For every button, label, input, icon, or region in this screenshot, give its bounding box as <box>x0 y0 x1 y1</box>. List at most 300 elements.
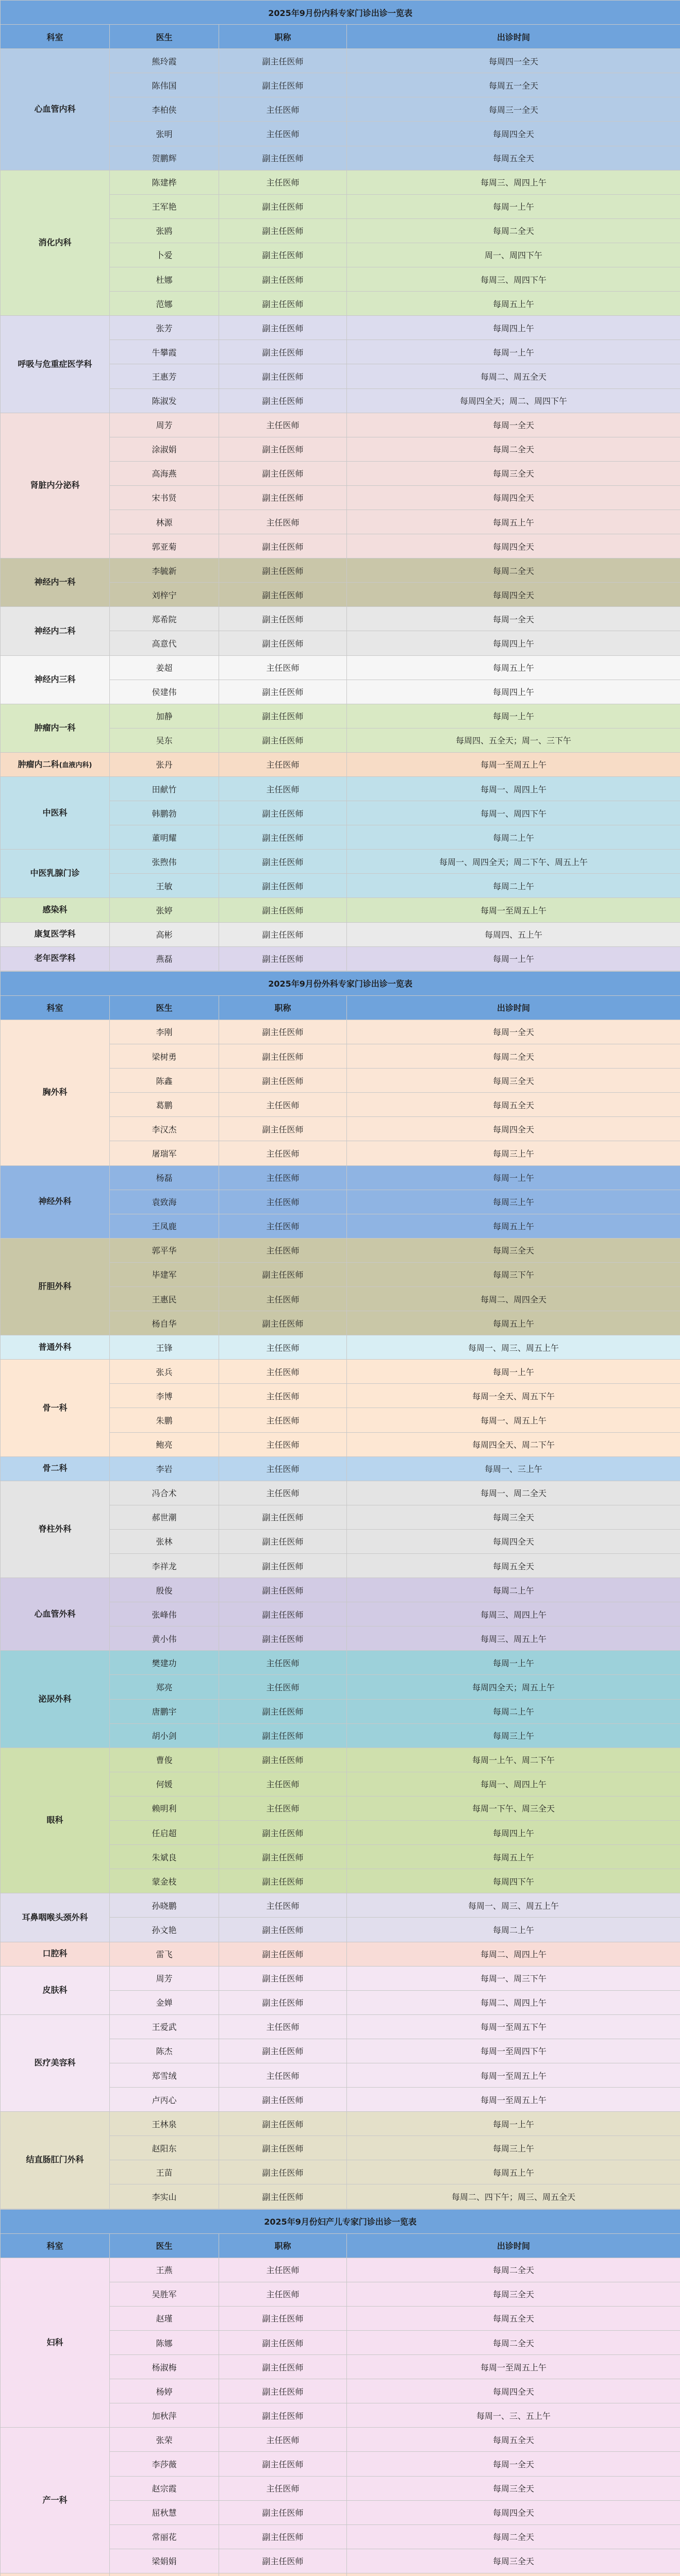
department-name: 肝胆外科 <box>38 1281 72 1292</box>
clinic-time: 每周三上午 <box>347 2136 680 2160</box>
clinic-time: 每周三一全天 <box>347 97 680 122</box>
clinic-time: 每周五上午 <box>347 1214 680 1238</box>
doctor-name: 韩鹏勃 <box>110 801 219 825</box>
doctor-title: 副主任医师 <box>219 946 347 971</box>
clinic-time: 每周四全天 <box>347 583 680 607</box>
clinic-time: 每周一、周三、周五上午 <box>347 1335 680 1360</box>
table-row <box>1 2014 680 2039</box>
clinic-time: 每周五全天 <box>347 2306 680 2330</box>
doctor-title: 副主任医师 <box>219 680 347 704</box>
doctor-title: 副主任医师 <box>219 534 347 558</box>
doctor-title: 主任医师 <box>219 1675 347 1699</box>
table-row <box>1 413 680 437</box>
clinic-time: 每周二、周四上午 <box>347 1942 680 1966</box>
table-title: 2025年9月份妇产儿专家门诊出诊一览表 <box>1 2209 680 2233</box>
department-name: 呼吸与危重症医学科 <box>18 359 92 369</box>
doctor-title: 副主任医师 <box>219 1942 347 1966</box>
doctor-name: 屠瑞军 <box>110 1141 219 1165</box>
doctor-name: 赵瑾 <box>110 2306 219 2330</box>
clinic-time: 每周五上午 <box>347 655 680 680</box>
doctor-title: 副主任医师 <box>219 2379 347 2403</box>
doctor-title: 主任医师 <box>219 2476 347 2500</box>
doctor-name: 田献竹 <box>110 777 219 801</box>
doctor-title: 副主任医师 <box>219 2088 347 2112</box>
table-row <box>1 1165 680 1190</box>
clinic-time: 每周二上午 <box>347 874 680 898</box>
column-header: 出诊时间 <box>347 995 680 1020</box>
doctor-title: 副主任医师 <box>219 631 347 655</box>
clinic-time: 每周一上午 <box>347 1360 680 1384</box>
table-row <box>1 170 680 194</box>
clinic-time: 每周三上午 <box>347 1190 680 1214</box>
clinic-time: 每周一、周三下午 <box>347 1966 680 1990</box>
clinic-time: 每周一、周四上午 <box>347 1772 680 1796</box>
column-header: 职称 <box>219 2233 347 2258</box>
doctor-title: 主任医师 <box>219 1481 347 1505</box>
doctor-title: 主任医师 <box>219 2258 347 2282</box>
doctor-title: 副主任医师 <box>219 1869 347 1893</box>
department-cell <box>1 49 110 170</box>
clinic-time: 每周一、三上午 <box>347 1456 680 1481</box>
table-row <box>1 704 680 728</box>
clinic-time: 每周三、周四下午 <box>347 267 680 292</box>
doctor-name: 高意代 <box>110 631 219 655</box>
doctor-name: 何媛 <box>110 1772 219 1796</box>
clinic-time: 每周五上午 <box>347 292 680 316</box>
schedule-table <box>0 2209 680 2576</box>
department-name: 心血管外科 <box>34 1608 76 1619</box>
table-row <box>1 1456 680 1481</box>
table-row <box>1 2112 680 2136</box>
clinic-time: 每周一、周四全天；周二下午、周五上午 <box>347 850 680 874</box>
clinic-time: 每周三上午 <box>347 1141 680 1165</box>
department-cell <box>1 1651 110 1748</box>
doctor-name: 周芳 <box>110 1966 219 1990</box>
table-row <box>1 49 680 73</box>
doctor-title: 副主任医师 <box>219 1505 347 1529</box>
doctor-title: 主任医师 <box>219 2428 347 2452</box>
clinic-time: 每周四一全天 <box>347 49 680 73</box>
table-row <box>1 2573 680 2576</box>
doctor-title: 主任医师 <box>219 1432 347 1456</box>
department-cell <box>1 170 110 316</box>
doctor-name: 郑希院 <box>110 607 219 631</box>
doctor-name: 赵阳东 <box>110 2136 219 2160</box>
doctor-title: 主任医师 <box>219 413 347 437</box>
doctor-title: 副主任医师 <box>219 1602 347 1626</box>
doctor-title: 副主任医师 <box>219 316 347 340</box>
doctor-name: 刘梓宁 <box>110 583 219 607</box>
doctor-title: 副主任医师 <box>219 1262 347 1286</box>
clinic-time: 每周一、周四上午 <box>347 777 680 801</box>
doctor-name: 李实山 <box>110 2184 219 2209</box>
doctor-title: 副主任医师 <box>219 2184 347 2209</box>
table-row <box>1 1481 680 1505</box>
schedule-table <box>0 0 680 971</box>
clinic-time: 每周一上午、周二下午 <box>347 1748 680 1772</box>
clinic-time: 每周五上午 <box>347 1845 680 1869</box>
clinic-time: 每周二全天 <box>347 2258 680 2282</box>
department-name: 中医科 <box>42 807 68 818</box>
column-header: 医生 <box>110 2233 219 2258</box>
doctor-title: 副主任医师 <box>219 340 347 364</box>
doctor-name: 燕磊 <box>110 946 219 971</box>
doctor-title: 副主任医师 <box>219 194 347 218</box>
clinic-time: 每周一全天 <box>347 413 680 437</box>
doctor-title: 主任医师 <box>219 1360 347 1384</box>
doctor-title: 主任医师 <box>219 1408 347 1432</box>
clinic-time: 每周一全天 <box>347 1020 680 1044</box>
clinic-time: 每周二、周四上午 <box>347 1990 680 2014</box>
doctor-title: 副主任医师 <box>219 850 347 874</box>
clinic-time: 每周三全天 <box>347 2549 680 2573</box>
department-name: 脊柱外科 <box>38 1524 72 1534</box>
doctor-name: 赖明利 <box>110 1796 219 1820</box>
table-row <box>1 655 680 680</box>
doctor-name: 林源 <box>110 510 219 534</box>
doctor-name: 郭亚菊 <box>110 534 219 558</box>
table-row <box>1 558 680 583</box>
doctor-title: 主任医师 <box>219 1190 347 1214</box>
doctor-name: 吴胜军 <box>110 2282 219 2306</box>
clinic-time: 每周三全天 <box>347 1069 680 1093</box>
department-cell <box>1 1238 110 1335</box>
doctor-title: 主任医师 <box>219 1286 347 1311</box>
doctor-name: 王惠民 <box>110 1286 219 1311</box>
doctor-name: 冯合术 <box>110 1481 219 1505</box>
doctor-name: 张林 <box>110 1529 219 1553</box>
department-cell <box>1 704 110 752</box>
doctor-title: 副主任医师 <box>219 485 347 510</box>
table-row <box>1 1651 680 1675</box>
doctor-name: 李博 <box>110 1384 219 1408</box>
department-name: 结直肠肛门外科 <box>26 2155 84 2165</box>
clinic-time: 每周四全天；周五上午 <box>347 1675 680 1699</box>
doctor-title: 副主任医师 <box>219 2549 347 2573</box>
doctor-name: 黄小伟 <box>110 1626 219 1651</box>
clinic-time: 每周三全天 <box>347 2282 680 2306</box>
department-name: 产一科 <box>42 2495 68 2505</box>
doctor-name: 毕建军 <box>110 1262 219 1286</box>
doctor-name: 加秋萍 <box>110 2403 219 2428</box>
column-header: 医生 <box>110 25 219 49</box>
clinic-time: 每周二上午 <box>347 1699 680 1723</box>
doctor-title: 副主任医师 <box>219 267 347 292</box>
clinic-time: 每周一上午 <box>347 1165 680 1190</box>
clinic-time: 每周二上午 <box>347 825 680 850</box>
doctor-title: 副主任医师 <box>219 607 347 631</box>
doctor-name: 范娜 <box>110 292 219 316</box>
doctor-name: 加静 <box>110 704 219 728</box>
doctor-name: 陈建桦 <box>110 170 219 194</box>
doctor-title: 副主任医师 <box>219 728 347 752</box>
department-name: 中医乳腺门诊 <box>30 868 80 878</box>
table-row <box>1 946 680 971</box>
clinic-time: 每周四下午 <box>347 1869 680 1893</box>
table-row <box>1 922 680 946</box>
department-cell <box>1 946 110 971</box>
doctor-title: 副主任医师 <box>219 218 347 243</box>
department-cell <box>1 413 110 558</box>
department-cell <box>1 2258 110 2428</box>
doctor-name: 葛鹏 <box>110 1093 219 1117</box>
department-cell <box>1 1165 110 1238</box>
clinic-time: 每周三、周四上午 <box>347 170 680 194</box>
clinic-time: 每周四全天 <box>347 534 680 558</box>
clinic-time: 每周一上午 <box>347 194 680 218</box>
doctor-title: 主任医师 <box>219 1093 347 1117</box>
column-header: 职称 <box>219 25 347 49</box>
doctor-name: 涂淑娟 <box>110 437 219 461</box>
clinic-time: 每周三全天 <box>347 1238 680 1262</box>
doctor-name: 赵宗霞 <box>110 2476 219 2500</box>
table-row <box>1 2428 680 2452</box>
doctor-name: 卜爱 <box>110 243 219 267</box>
table-row <box>1 316 680 340</box>
doctor-title: 副主任医师 <box>219 1020 347 1044</box>
clinic-time: 每周一至周五上午 <box>347 898 680 922</box>
clinic-time: 每周五一全天 <box>347 73 680 97</box>
clinic-time: 每周五上午 <box>347 1311 680 1335</box>
doctor-name: 王惠芳 <box>110 364 219 388</box>
doctor-title: 副主任医师 <box>219 1918 347 1942</box>
department-cell <box>1 2112 110 2209</box>
doctor-name: 陈鑫 <box>110 1069 219 1093</box>
table-title: 2025年9月份内科专家门诊出诊一览表 <box>1 1 680 25</box>
doctor-name: 张鸥 <box>110 218 219 243</box>
clinic-time: 每周三全天 <box>347 461 680 485</box>
department-name: 感染科 <box>42 905 68 915</box>
doctor-name: 李岩 <box>110 1456 219 1481</box>
clinic-time: 每周二全天 <box>347 218 680 243</box>
doctor-name: 郭平华 <box>110 1238 219 1262</box>
clinic-time: 每周四上午 <box>347 631 680 655</box>
clinic-time: 每周四上午 <box>347 1821 680 1845</box>
department-cell <box>1 655 110 704</box>
clinic-time: 每周二全天 <box>347 2331 680 2355</box>
doctor-name: 张兵 <box>110 1360 219 1384</box>
department-cell <box>1 850 110 898</box>
department-cell <box>1 558 110 607</box>
doctor-title: 主任医师 <box>219 1141 347 1165</box>
doctor-name: 张荣 <box>110 2428 219 2452</box>
doctor-title: 副主任医师 <box>219 1845 347 1869</box>
clinic-time: 每周一、周五上午 <box>347 1408 680 1432</box>
clinic-time: 每周一至周五下午 <box>347 2014 680 2039</box>
doctor-name: 杨自华 <box>110 1311 219 1335</box>
clinic-time: 每周二、四下午；周三、周五全天 <box>347 2184 680 2209</box>
doctor-name: 郑雪绒 <box>110 2063 219 2087</box>
doctor-name: 董明耀 <box>110 825 219 850</box>
doctor-name: 朱斌良 <box>110 1845 219 1869</box>
clinic-time: 每周四全天；周二、周四下午 <box>347 388 680 413</box>
doctor-title: 副主任医师 <box>219 243 347 267</box>
clinic-time: 每周四全天 <box>347 2500 680 2524</box>
doctor-title: 副主任医师 <box>219 73 347 97</box>
doctor-name: 梁树勇 <box>110 1044 219 1069</box>
doctor-name: 周芳 <box>110 413 219 437</box>
clinic-time: 每周四全天 <box>347 1117 680 1141</box>
department-name: 口腔科 <box>42 1948 68 1959</box>
department-cell <box>1 607 110 655</box>
doctor-name: 李柏侠 <box>110 97 219 122</box>
doctor-title: 副主任医师 <box>219 825 347 850</box>
doctor-name: 牛攀霞 <box>110 340 219 364</box>
doctor-name: 王爱武 <box>110 2014 219 2039</box>
clinic-time: 每周二全天 <box>347 2524 680 2549</box>
clinic-time: 每周三全天 <box>347 1505 680 1529</box>
doctor-title: 副主任医师 <box>219 364 347 388</box>
doctor-title: 副主任医师 <box>219 2331 347 2355</box>
doctor-name: 高海燕 <box>110 461 219 485</box>
doctor-title: 副主任医师 <box>219 2355 347 2379</box>
doctor-title: 副主任医师 <box>219 1699 347 1723</box>
doctor-title <box>219 2573 347 2576</box>
clinic-time: 每周一上午 <box>347 1651 680 1675</box>
doctor-name: 李汉杰 <box>110 1117 219 1141</box>
doctor-name: 梁娟娟 <box>110 2549 219 2573</box>
doctor-name: 蒙金枝 <box>110 1869 219 1893</box>
doctor-title: 主任医师 <box>219 2063 347 2087</box>
doctor-title: 主任医师 <box>219 97 347 122</box>
doctor-name: 常丽花 <box>110 2524 219 2549</box>
table-row <box>1 607 680 631</box>
clinic-time: 每周三下午 <box>347 1262 680 1286</box>
doctor-title: 主任医师 <box>219 122 347 146</box>
doctor-name: 雷飞 <box>110 1942 219 1966</box>
doctor-title: 副主任医师 <box>219 704 347 728</box>
department-name: 神经内一科 <box>34 577 76 587</box>
clinic-time: 每周一至周五上午 <box>347 752 680 776</box>
department-name: 耳鼻咽喉头颈外科 <box>22 1912 88 1922</box>
department-name: 神经内二科 <box>34 625 76 636</box>
department-name: 肿瘤内二科 <box>18 759 59 769</box>
clinic-time: 每周五上午 <box>347 510 680 534</box>
department-cell <box>1 1942 110 1966</box>
department-name: 皮肤科 <box>42 1985 68 1995</box>
doctor-name: 李刚 <box>110 1020 219 1044</box>
clinic-time: 每周一至周四下午 <box>347 2039 680 2063</box>
department-cell <box>1 1966 110 2014</box>
clinic-time: 每周三全天 <box>347 2476 680 2500</box>
clinic-time: 每周一全天 <box>347 2452 680 2476</box>
doctor-name: 李莎薇 <box>110 2452 219 2476</box>
department-name: 骨一科 <box>42 1402 68 1413</box>
clinic-time: 每周一、周二全天 <box>347 1481 680 1505</box>
clinic-time: 每周五全天 <box>347 1554 680 1578</box>
doctor-name: 张丹 <box>110 752 219 776</box>
doctor-title: 副主任医师 <box>219 1117 347 1141</box>
department-cell <box>1 1578 110 1651</box>
doctor-title: 主任医师 <box>219 170 347 194</box>
doctor-name: 王军艳 <box>110 194 219 218</box>
doctor-name: 曹俊 <box>110 1748 219 1772</box>
doctor-title: 主任医师 <box>219 655 347 680</box>
table-row <box>1 1360 680 1384</box>
doctor-name: 王林泉 <box>110 2112 219 2136</box>
department-name: 老年医学科 <box>34 953 76 963</box>
department-note: (血液内科) <box>59 761 92 769</box>
doctor-name: 吴东 <box>110 728 219 752</box>
doctor-name: 杨磊 <box>110 1165 219 1190</box>
department-cell <box>1 1481 110 1578</box>
clinic-time: 每周二、周四全天 <box>347 1286 680 1311</box>
clinic-time: 每周四全天、周二下午 <box>347 1432 680 1456</box>
clinic-time: 周一、周四下午 <box>347 243 680 267</box>
column-header: 科室 <box>1 995 110 1020</box>
clinic-time: 每周一上午 <box>347 2112 680 2136</box>
clinic-time: 每周一、周四下午 <box>347 801 680 825</box>
doctor-name: 张婷 <box>110 898 219 922</box>
table-row <box>1 898 680 922</box>
doctor-title: 副主任医师 <box>219 583 347 607</box>
doctor-name: 熊玲霞 <box>110 49 219 73</box>
table-row <box>1 1748 680 1772</box>
doctor-title: 主任医师 <box>219 1772 347 1796</box>
doctor-name: 金婵 <box>110 1990 219 2014</box>
table-row <box>1 1238 680 1262</box>
department-cell <box>1 777 110 850</box>
doctor-name: 李毓新 <box>110 558 219 583</box>
doctor-title: 副主任医师 <box>219 922 347 946</box>
doctor-title: 副主任医师 <box>219 1554 347 1578</box>
doctor-title: 主任医师 <box>219 1456 347 1481</box>
clinic-time: 每周一全天、周五下午 <box>347 1384 680 1408</box>
doctor-title: 主任医师 <box>219 1384 347 1408</box>
doctor-title: 副主任医师 <box>219 1044 347 1069</box>
column-header: 职称 <box>219 995 347 1020</box>
doctor-title: 副主任医师 <box>219 1748 347 1772</box>
column-header: 出诊时间 <box>347 25 680 49</box>
department-name: 神经内三科 <box>34 674 76 684</box>
clinic-time: 每周一上午 <box>347 704 680 728</box>
doctor-name: 张峰伟 <box>110 1602 219 1626</box>
doctor-title: 主任医师 <box>219 1651 347 1675</box>
department-cell <box>1 316 110 413</box>
table-title: 2025年9月份外科专家门诊出诊一览表 <box>1 971 680 995</box>
department-cell <box>1 1335 110 1360</box>
doctor-title: 副主任医师 <box>219 801 347 825</box>
clinic-time: 每周一至周五上午 <box>347 2355 680 2379</box>
doctor-title: 副主任医师 <box>219 2039 347 2063</box>
doctor-title: 主任医师 <box>219 1893 347 1918</box>
clinic-time: 每周五全天 <box>347 146 680 170</box>
doctor-name: 杨淑梅 <box>110 2355 219 2379</box>
doctor-title: 副主任医师 <box>219 874 347 898</box>
doctor-name: 郝世潮 <box>110 1505 219 1529</box>
doctor-name: 孙晓鹏 <box>110 1893 219 1918</box>
clinic-time: 每周二全天 <box>347 558 680 583</box>
clinic-time: 每周二全天 <box>347 437 680 461</box>
clinic-time: 每周一至周五上午 <box>347 2088 680 2112</box>
doctor-title: 副主任医师 <box>219 388 347 413</box>
doctor-title: 主任医师 <box>219 510 347 534</box>
clinic-time: 每周一上午 <box>347 340 680 364</box>
doctor-name: 郑亮 <box>110 1675 219 1699</box>
clinic-time: 每周一下午、周三全天 <box>347 1796 680 1820</box>
department-cell <box>1 2014 110 2111</box>
column-header: 科室 <box>1 25 110 49</box>
clinic-time: 每周五全天 <box>347 2428 680 2452</box>
clinic-time: 每周五全天 <box>347 1093 680 1117</box>
doctor-name: 侯建伟 <box>110 680 219 704</box>
department-cell <box>1 1456 110 1481</box>
doctor-title: 副主任医师 <box>219 437 347 461</box>
department-name: 普通外科 <box>38 1342 72 1352</box>
department-cell <box>1 922 110 946</box>
table-row <box>1 1942 680 1966</box>
doctor-title: 副主任医师 <box>219 2160 347 2184</box>
